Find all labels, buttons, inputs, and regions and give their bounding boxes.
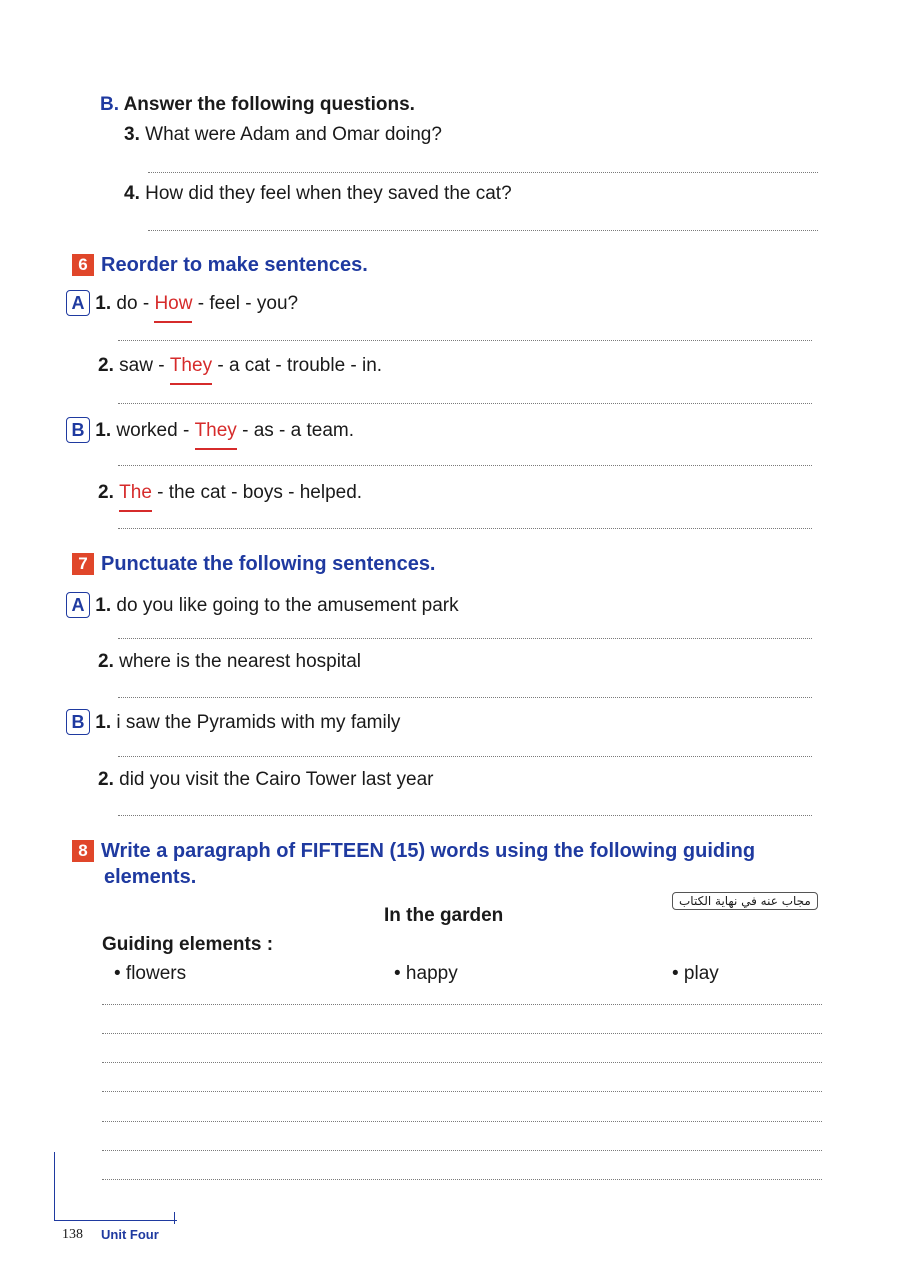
part-b-badge: B [66, 709, 90, 735]
section-b-title: Answer the following questions. [123, 94, 415, 115]
given-word: They [194, 420, 237, 441]
section-7-title: Punctuate the following sentences. [101, 553, 436, 575]
paragraph-line[interactable] [102, 1091, 822, 1092]
punctuate-b-1: B 1. i saw the Pyramids with my family [66, 709, 400, 735]
answer-line[interactable] [118, 340, 812, 341]
punctuate-a-2: 2. where is the nearest hospital [98, 651, 362, 672]
given-word: How [154, 293, 193, 314]
guiding-element: • happy [394, 963, 458, 984]
punctuate-a-1: A 1. do you like going to the amusement park [66, 592, 459, 618]
answer-line[interactable] [118, 528, 812, 529]
section-number-badge: 8 [72, 840, 94, 862]
answer-line[interactable] [118, 465, 812, 466]
question-4: 4. How did they feel when they saved the cat? [124, 183, 512, 204]
guiding-label: Guiding elements : [102, 934, 274, 955]
answer-line[interactable] [118, 638, 812, 639]
paragraph-line[interactable] [102, 1179, 822, 1180]
part-a-badge: A [66, 592, 90, 618]
answer-key-note: مجاب عنه في نهاية الكتاب [672, 892, 818, 910]
reorder-b-2: 2. The - the cat - boys - helped. [98, 482, 363, 503]
guiding-element: • play [672, 963, 719, 984]
guiding-element: • flowers [114, 963, 187, 984]
unit-label: Unit Four [101, 1227, 159, 1242]
section-6-heading [72, 254, 368, 277]
punctuate-b-2: 2. did you visit the Cairo Tower last year [98, 769, 434, 790]
footer-bracket [54, 1152, 177, 1221]
section-8-heading [72, 840, 755, 863]
reorder-a-1: A 1. do - How - feel - you? [66, 290, 298, 316]
paragraph-line[interactable] [102, 1004, 822, 1005]
answer-line[interactable] [118, 697, 812, 698]
answer-line[interactable] [118, 815, 812, 816]
reorder-a-2: 2. saw - They - a cat - trouble - in. [98, 355, 383, 376]
part-a-badge: A [66, 290, 90, 316]
reorder-b-1: B 1. worked - They - as - a team. [66, 417, 354, 443]
section-number-badge: 6 [72, 254, 94, 276]
page-number: 138 [62, 1227, 83, 1242]
section-b-heading [100, 94, 415, 116]
answer-line[interactable] [148, 230, 818, 231]
section-6-title: Reorder to make sentences. [101, 254, 368, 276]
paragraph-topic: In the garden [384, 905, 504, 926]
paragraph-line[interactable] [102, 1150, 822, 1151]
section-8-title-line1: Write a paragraph of FIFTEEN (15) words using the following guiding [101, 840, 756, 862]
given-word: The [119, 482, 152, 503]
part-b-badge: B [66, 417, 90, 443]
paragraph-line[interactable] [102, 1062, 822, 1063]
answer-line[interactable] [118, 403, 812, 404]
footer-bracket-tick [174, 1212, 175, 1224]
answer-line[interactable] [148, 172, 818, 173]
answer-line[interactable] [118, 756, 812, 757]
paragraph-line[interactable] [102, 1121, 822, 1122]
given-word: They [169, 355, 213, 376]
section-7-heading [72, 553, 436, 576]
section-b-label: B. [100, 94, 119, 115]
paragraph-line[interactable] [102, 1033, 822, 1034]
section-number-badge: 7 [72, 553, 94, 575]
section-8-title-line2: elements. [104, 866, 197, 888]
question-3: 3. What were Adam and Omar doing? [124, 124, 442, 145]
